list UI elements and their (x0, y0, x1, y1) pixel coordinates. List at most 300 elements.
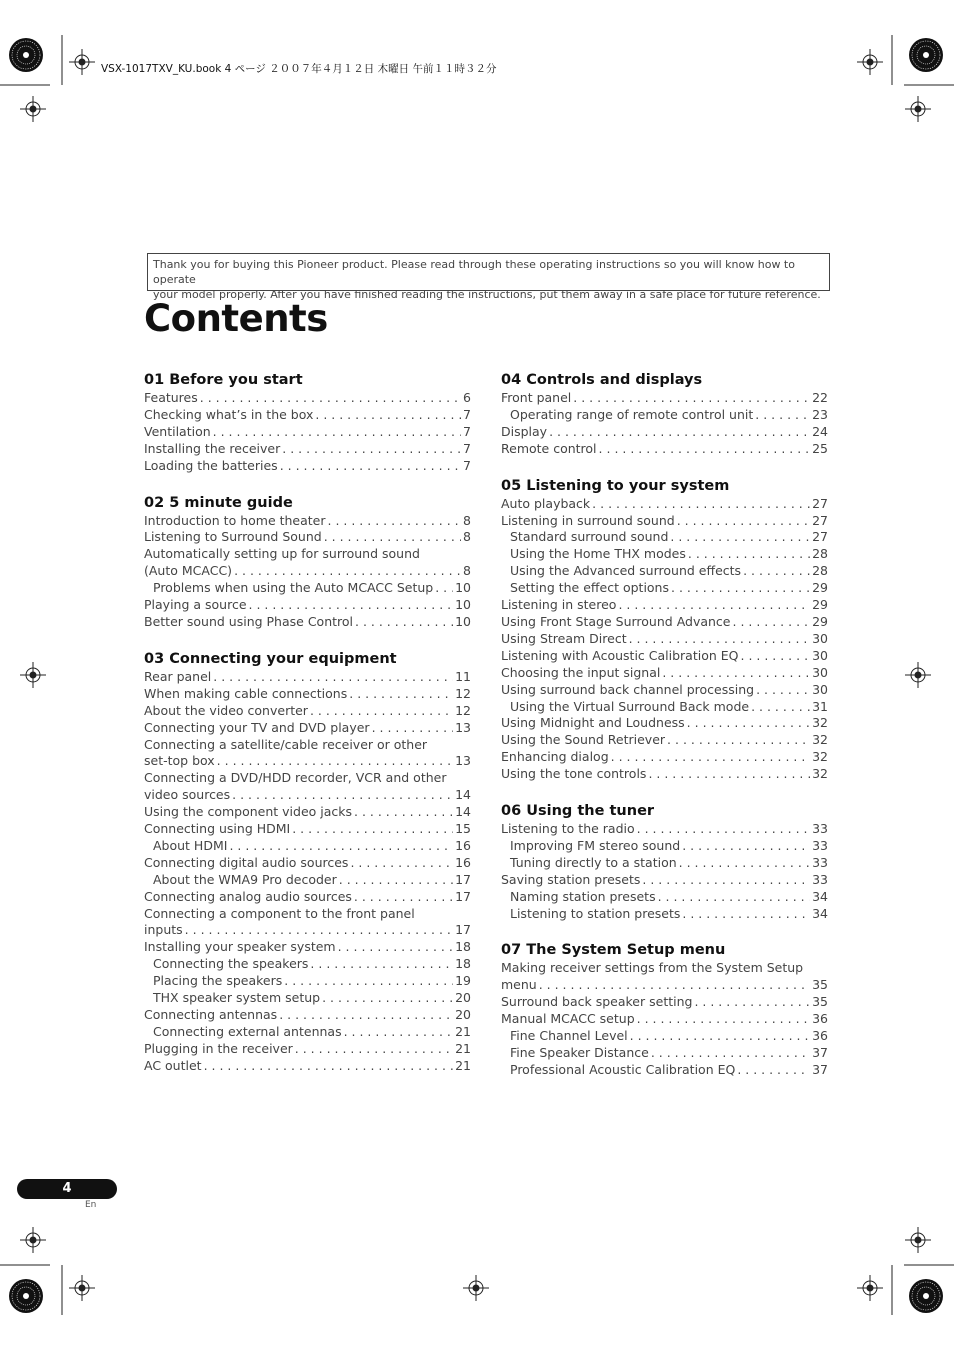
leader-dots (339, 872, 453, 889)
toc-entry[interactable] (501, 424, 828, 441)
toc-section-title: 06 Using the tuner (501, 803, 655, 820)
toc-entry-label: Using the Sound Retriever (501, 732, 666, 748)
toc-column-left (144, 371, 471, 1094)
leader-dots (232, 787, 453, 804)
toc-entry[interactable] (501, 749, 828, 766)
toc-entry-label: Installing your speaker system (144, 939, 336, 955)
toc-entry[interactable] (501, 906, 828, 923)
toc-entry[interactable] (501, 1045, 828, 1062)
star-target-icon (9, 38, 43, 72)
toc-entry[interactable] (144, 821, 471, 838)
toc-page-number: 36 (812, 1028, 828, 1044)
toc-entry-label: About the WMA9 Pro decoder (153, 871, 337, 887)
toc-section-title: 04 Controls and displays (501, 372, 703, 388)
leader-dots (677, 513, 810, 530)
toc-entry-label: Ventilation (144, 423, 211, 439)
toc-entry[interactable] (501, 994, 828, 1011)
toc-entry-label: Rear panel (144, 668, 212, 684)
toc-page-number: 27 (812, 529, 828, 545)
toc-section (144, 650, 471, 1075)
crosshair-icon (905, 1227, 931, 1253)
toc-page-number: 30 (812, 681, 828, 697)
leader-dots (618, 597, 810, 614)
toc-page-number: 37 (812, 1045, 828, 1060)
toc-entry-label: Enhancing dialog (501, 749, 609, 765)
crosshair-icon (69, 1275, 95, 1301)
toc-entry-label: Connecting external antennas (153, 1023, 342, 1039)
leader-dots (284, 973, 453, 990)
leader-dots (642, 872, 810, 889)
leader-dots (213, 424, 461, 441)
toc-page-number: 33 (812, 854, 828, 870)
leader-dots (354, 804, 453, 821)
crosshair-icon (857, 49, 883, 75)
toc-entry-label: Listening in stereo (501, 597, 617, 613)
toc-section (501, 371, 828, 458)
toc-entry[interactable] (144, 563, 471, 580)
leader-dots (651, 1045, 810, 1062)
toc-entry-label: Features (144, 390, 198, 405)
toc-entry[interactable] (501, 1011, 828, 1028)
leader-dots (344, 1024, 454, 1041)
leader-dots (630, 1028, 810, 1045)
toc-page-number: 34 (812, 888, 828, 904)
toc-entry[interactable] (144, 513, 471, 530)
toc-entry[interactable] (144, 424, 471, 441)
toc-page-number: 12 (455, 702, 471, 718)
toc-entry[interactable] (501, 648, 828, 665)
toc-page-number: 27 (812, 495, 828, 511)
toc-entry[interactable] (144, 753, 471, 770)
toc-entry-label: Connecting your TV and DVD player (144, 719, 370, 735)
toc-page-number: 8 (463, 512, 471, 528)
toc-entry-label: Listening to Surround Sound (144, 529, 322, 545)
leader-dots (733, 614, 811, 631)
toc-entry[interactable] (144, 939, 471, 956)
toc-section (501, 477, 828, 783)
toc-entry-label: Using Stream Direct (501, 630, 627, 646)
toc-page-number: 33 (812, 821, 828, 837)
toc-entry[interactable] (501, 390, 828, 407)
toc-page-number: 13 (455, 719, 471, 735)
toc-page-number: 36 (812, 1011, 828, 1027)
toc-section (501, 941, 828, 1078)
toc-entry-label: Using Midnight and Loudness (501, 715, 685, 731)
toc-page-number: 7 (463, 457, 471, 473)
toc-entry-label: Operating range of remote control unit (510, 406, 754, 422)
leader-dots (694, 994, 810, 1011)
toc-entry-label: Remote control (501, 440, 597, 456)
leader-dots (249, 597, 454, 614)
leader-dots (670, 529, 810, 546)
leader-dots (310, 956, 453, 973)
toc-entry-label: Connecting a DVD/HDD recorder, VCR and other (144, 770, 447, 786)
toc-entry-label: Introduction to home theater (144, 512, 326, 528)
toc-page-number: 7 (463, 423, 471, 439)
toc-entry-label: Connecting antennas (144, 1007, 278, 1022)
crosshair-icon (857, 1275, 883, 1301)
leader-dots (667, 732, 810, 749)
toc-section (144, 371, 471, 475)
leader-dots (372, 720, 454, 737)
toc-entry-label: (Auto MCACC) (144, 563, 233, 579)
page-title: Contents (144, 297, 328, 340)
toc-entry-label: Listening to station presets (510, 905, 681, 921)
toc-entry[interactable] (144, 669, 471, 686)
leader-dots (354, 889, 453, 906)
toc-page-number: 10 (455, 613, 471, 629)
toc-entry-label: When making cable connections (144, 685, 348, 701)
toc-entry-label: Connecting digital audio sources (144, 854, 349, 870)
toc-page-number: 17 (455, 922, 471, 938)
toc-entry-label: video sources (144, 787, 231, 803)
toc-page-number: 34 (812, 905, 828, 921)
toc-page-number: 30 (812, 630, 828, 646)
star-target-icon (909, 38, 943, 72)
toc-entry[interactable] (144, 441, 471, 458)
toc-page-number: 32 (812, 766, 828, 782)
toc-entry-label: Display (501, 423, 548, 439)
toc-entry[interactable] (501, 441, 828, 458)
notice-line: your model properly. After you have finished reading the instructions, put them away in a safe place for future reference. (153, 288, 821, 301)
crosshair-icon (905, 662, 931, 688)
leader-dots (682, 838, 810, 855)
toc-page-number: 8 (463, 563, 471, 579)
toc-entry-label: Choosing the input signal (501, 664, 661, 680)
toc-entry[interactable] (501, 821, 828, 838)
notice-line: Thank you for buying this Pioneer product. Please read through these operating instructions so you will know how to operate (153, 258, 795, 286)
toc-entry[interactable] (144, 855, 471, 872)
toc-page-number: 37 (812, 1061, 828, 1077)
toc-page-number: 32 (812, 749, 828, 765)
leader-dots (279, 1007, 453, 1024)
toc-entry[interactable] (501, 715, 828, 732)
toc-entry[interactable] (501, 631, 828, 648)
toc-section (501, 802, 828, 922)
toc-entry-label: Surround back speaker setting (501, 994, 693, 1010)
toc-entry-label: Using surround back channel processing (501, 681, 755, 697)
toc-entry[interactable] (144, 720, 471, 737)
toc-entry[interactable] (144, 529, 471, 546)
leader-dots (756, 682, 810, 699)
toc-page-number: 20 (455, 1007, 471, 1022)
leader-dots (743, 563, 810, 580)
toc-entry-label: Front panel (501, 390, 572, 405)
toc-page-number: 22 (812, 390, 828, 405)
toc-entry-label: Using the component video jacks (144, 804, 353, 820)
leader-dots (751, 699, 810, 716)
toc-entry-label: About the video converter (144, 702, 308, 718)
leader-dots (282, 441, 461, 458)
leader-dots (599, 441, 811, 458)
toc-entry[interactable] (144, 458, 471, 475)
leader-dots (349, 686, 453, 703)
toc-entry[interactable] (144, 597, 471, 614)
toc-page-number: 21 (455, 1040, 471, 1056)
toc-entry-label: Using the Advanced surround effects (510, 563, 742, 579)
toc-page-number: 10 (455, 597, 471, 613)
toc-entry-label: Checking what’s in the box (144, 406, 314, 422)
toc-entry[interactable] (501, 872, 828, 889)
leader-dots (592, 496, 810, 513)
leader-dots (671, 580, 810, 597)
toc-page-number: 13 (455, 753, 471, 769)
toc-page-number: 35 (812, 977, 828, 993)
toc-entry-label: inputs (144, 922, 183, 938)
toc-page-number: 21 (455, 1023, 471, 1039)
toc-page-number: 14 (455, 804, 471, 820)
leader-dots (549, 424, 810, 441)
leader-dots (324, 529, 461, 546)
toc-entry-label: set-top box (144, 753, 215, 769)
leader-dots (229, 838, 453, 855)
toc-entry-label: Using the tone controls (501, 766, 647, 782)
toc-entry[interactable] (501, 529, 828, 546)
toc-section-title: 05 Listening to your system (501, 477, 730, 494)
toc-page-number: 11 (455, 668, 471, 684)
toc-entry-label: Standard surround sound (510, 529, 669, 545)
toc-entry[interactable] (501, 889, 828, 906)
leader-dots (217, 753, 453, 770)
toc-page-number: 29 (812, 597, 828, 613)
toc-entry-label: Connecting a satellite/cable receiver or other (144, 736, 428, 752)
toc-entry-label: Fine Speaker Distance (510, 1045, 649, 1060)
toc-entry[interactable] (144, 1007, 471, 1024)
toc-entry-label: Connecting the speakers (153, 956, 309, 972)
toc-entry-label: Installing the receiver (144, 440, 281, 456)
language-code: En (85, 1200, 97, 1210)
toc-entry-label: Tuning directly to a station (510, 854, 677, 870)
toc-entry[interactable] (501, 665, 828, 682)
toc-entry[interactable] (144, 614, 471, 631)
leader-dots (741, 648, 811, 665)
toc-entry[interactable] (501, 682, 828, 699)
leader-dots (679, 855, 810, 872)
crosshair-icon (69, 49, 95, 75)
leader-dots (573, 390, 810, 407)
print-slug: VSX-1017TXV_KU.book 4 ページ ２００７年４月１２日 木曜日 午前１１時３２分 (101, 63, 497, 75)
toc-entry-label: Using the Home THX modes (510, 546, 686, 562)
toc-entry-label: Naming station presets (510, 888, 656, 904)
leader-dots (328, 513, 462, 530)
leader-dots (637, 821, 810, 838)
toc-page-number: 18 (455, 939, 471, 955)
toc-entry-label: AC outlet (144, 1057, 202, 1073)
toc-entry-label: Placing the speakers (153, 973, 283, 989)
leader-dots (355, 614, 453, 631)
toc-page-number: 35 (812, 994, 828, 1010)
leader-dots (435, 580, 453, 597)
toc-entry-label: Connecting a component to the front panel (144, 905, 415, 921)
toc-page-number: 16 (455, 837, 471, 853)
toc-entry-label: Using the Virtual Surround Back mode (510, 698, 750, 714)
toc-page-number: 15 (455, 821, 471, 837)
toc-entry[interactable] (144, 390, 471, 407)
leader-dots (338, 939, 453, 956)
toc-entry[interactable] (501, 699, 828, 716)
leader-dots (637, 1011, 810, 1028)
toc-section-title: 01 Before you start (144, 372, 303, 388)
toc-entry[interactable] (501, 614, 828, 631)
toc-entry[interactable] (144, 922, 471, 939)
toc-page-number: 29 (812, 613, 828, 629)
toc-entry[interactable] (144, 872, 471, 889)
leader-dots (737, 1062, 810, 1079)
toc-entry-label: Making receiver settings from the System Setup (501, 960, 804, 976)
toc-entry-label: Playing a source (144, 597, 247, 613)
toc-entry-label: Connecting analog audio sources (144, 888, 352, 904)
toc-entry-label: Loading the batteries (144, 457, 278, 473)
toc-entry-label: About HDMI (153, 837, 228, 853)
toc-entry[interactable] (501, 1062, 828, 1079)
crosshair-icon (20, 662, 46, 688)
toc-page-number: 30 (812, 647, 828, 663)
star-target-icon (9, 1279, 43, 1313)
toc-entry[interactable] (501, 563, 828, 580)
leader-dots (611, 749, 810, 766)
toc-entry-label: Connecting using HDMI (144, 821, 291, 837)
toc-page-number: 14 (455, 787, 471, 803)
toc-entry[interactable] (501, 513, 828, 530)
toc-page-number: 27 (812, 512, 828, 528)
crosshair-icon (463, 1275, 489, 1301)
toc-entry-label: Fine Channel Level (510, 1028, 628, 1044)
toc-entry-label: Automatically setting up for surround sound (144, 546, 420, 562)
toc-page-number: 10 (455, 580, 471, 596)
toc-entry[interactable] (144, 703, 471, 720)
toc-entry-label: Listening to the radio (501, 821, 635, 837)
toc-entry-label: Professional Acoustic Calibration EQ (510, 1061, 736, 1077)
toc-entry-label: Plugging in the receiver (144, 1040, 293, 1056)
toc-entry[interactable] (144, 838, 471, 855)
toc-page-number: 23 (812, 406, 828, 422)
leader-dots (662, 665, 810, 682)
page-number-badge: 4 (17, 1179, 117, 1199)
toc-section-title: 02 5 minute guide (144, 494, 293, 511)
toc-entry[interactable] (501, 407, 828, 424)
toc-page-number: 20 (455, 990, 471, 1006)
leader-dots (350, 855, 453, 872)
toc-entry-label: Auto playback (501, 495, 591, 511)
leader-dots (310, 703, 453, 720)
toc-page-number: 33 (812, 871, 828, 887)
toc-entry-label: Setting the effect options (510, 580, 669, 596)
toc-entry[interactable] (144, 990, 471, 1007)
toc-page-number: 32 (812, 715, 828, 731)
leader-dots (539, 977, 810, 994)
toc-entry[interactable] (501, 597, 828, 614)
leader-dots (280, 458, 461, 475)
toc-entry[interactable] (144, 686, 471, 703)
toc-page-number: 17 (455, 871, 471, 887)
toc-entry[interactable] (144, 787, 471, 804)
toc-entry-label: Saving station presets (501, 871, 641, 887)
leader-dots (648, 766, 810, 783)
leader-dots (295, 1041, 453, 1058)
toc-entry-label: Listening with Acoustic Calibration EQ (501, 647, 739, 663)
toc-page-number: 7 (463, 406, 471, 422)
toc-entry[interactable] (144, 1024, 471, 1041)
leader-dots (755, 407, 810, 424)
toc-entry[interactable] (144, 889, 471, 906)
star-target-icon (909, 1279, 943, 1313)
crosshair-icon (20, 96, 46, 122)
toc-entry[interactable] (501, 766, 828, 783)
toc-entry-label: Using Front Stage Surround Advance (501, 613, 731, 629)
toc-entry[interactable] (501, 732, 828, 749)
toc-entry[interactable] (501, 855, 828, 872)
leader-dots (688, 546, 810, 563)
toc-entry[interactable] (144, 973, 471, 990)
toc-entry[interactable] (144, 1058, 471, 1075)
toc-page-number: 28 (812, 546, 828, 562)
toc-page-number: 7 (463, 440, 471, 456)
toc-page-number: 32 (812, 732, 828, 748)
toc-page-number: 21 (455, 1057, 471, 1073)
toc-entry-label: Improving FM stereo sound (510, 837, 681, 853)
toc-page-number: 12 (455, 685, 471, 701)
toc-entry[interactable] (501, 496, 828, 513)
leader-dots (185, 922, 453, 939)
thank-you-notice (147, 253, 830, 301)
toc-page-number: 30 (812, 664, 828, 680)
toc-entry-label: Manual MCACC setup (501, 1011, 635, 1027)
toc-entry[interactable] (144, 1041, 471, 1058)
leader-dots (213, 669, 453, 686)
leader-dots (658, 889, 811, 906)
toc-entry[interactable] (501, 580, 828, 597)
toc-page-number: 16 (455, 854, 471, 870)
leader-dots (234, 563, 461, 580)
toc-entry-label: THX speaker system setup (153, 990, 321, 1006)
toc-page-number: 28 (812, 563, 828, 579)
toc-column-right (501, 371, 828, 1098)
toc-entry[interactable] (144, 804, 471, 821)
toc-page-number: 17 (455, 888, 471, 904)
leader-dots (682, 906, 810, 923)
leader-dots (204, 1058, 454, 1075)
toc-page-number: 8 (463, 529, 471, 545)
toc-page-number: 25 (812, 440, 828, 456)
toc-entry[interactable] (501, 546, 828, 563)
leader-dots (687, 715, 810, 732)
toc-entry[interactable] (501, 1028, 828, 1045)
toc-page-number: 33 (812, 837, 828, 853)
toc-entry-label: menu (501, 977, 537, 993)
leader-dots (292, 821, 453, 838)
leader-dots (629, 631, 811, 648)
toc-page-number: 31 (812, 698, 828, 714)
crosshair-icon (905, 96, 931, 122)
toc-entry[interactable] (144, 407, 471, 424)
toc-entry[interactable] (501, 977, 828, 994)
crosshair-icon (20, 1227, 46, 1253)
toc-entry[interactable] (144, 956, 471, 973)
toc-entry[interactable] (501, 838, 828, 855)
toc-page-number: 18 (455, 956, 471, 972)
toc-entry-label: Better sound using Phase Control (144, 613, 354, 629)
toc-page-number: 19 (455, 973, 471, 989)
toc-entry[interactable] (144, 580, 471, 597)
toc-page-number: 24 (812, 423, 828, 439)
leader-dots (200, 390, 461, 407)
toc-section-title: 03 Connecting your equipment (144, 650, 397, 667)
toc-page-number: 29 (812, 580, 828, 596)
toc-section-title: 07 The System Setup menu (501, 942, 726, 959)
leader-dots (322, 990, 453, 1007)
toc-page-number: 6 (463, 390, 471, 405)
toc-entry-label: Problems when using the Auto MCACC Setup (153, 580, 434, 596)
